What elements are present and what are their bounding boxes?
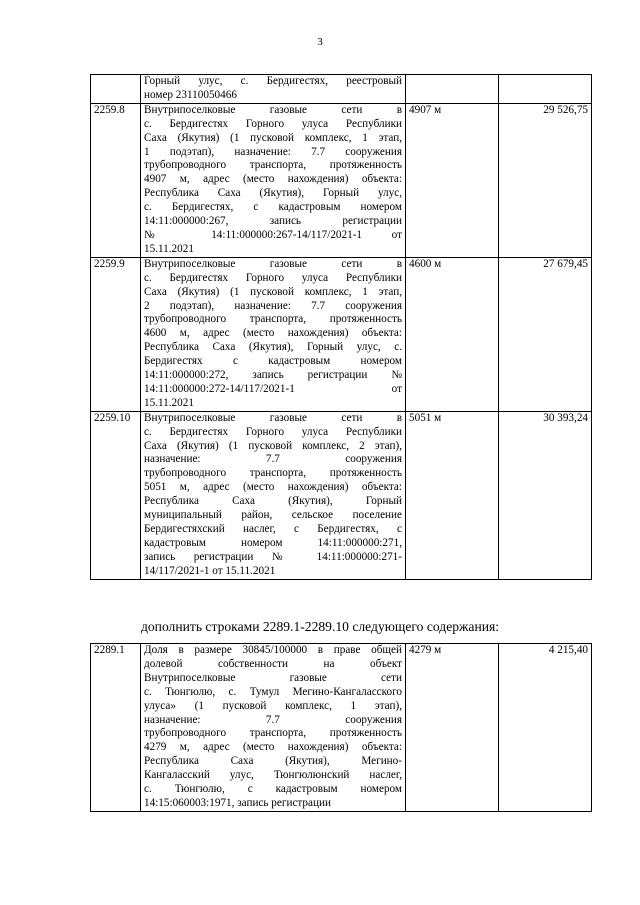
description-line: 14:15:060003:1971, запись регистрации	[144, 796, 331, 809]
row-number: 2259.9	[91, 257, 141, 411]
description-line: Саха (Якутия) (1 пусковой комплекс, 1 этап,	[144, 285, 402, 298]
row-number: 2289.1	[91, 644, 141, 812]
table-row	[91, 644, 592, 812]
description-line: долевой собственности на объект	[144, 657, 402, 670]
description-line: трубопроводного транспорта, протяженность	[144, 467, 402, 480]
description-line: 4279 м, адрес (место нахождения) объекта:	[144, 741, 402, 754]
description-line: 4907 м, адрес (место нахождения) объекта:	[144, 173, 402, 186]
description-line: муниципальный район, сельское поселение	[144, 509, 402, 522]
row-number: 2259.10	[91, 411, 141, 579]
description-line: трубопроводного транспорта, протяженность	[144, 313, 402, 326]
object-cost: 29 526,75	[499, 103, 592, 257]
object-length: 4279 м	[406, 644, 499, 812]
description-line: с. Бердигестях Горного улуса Республики	[144, 271, 402, 284]
object-cost: 27 679,45	[499, 257, 592, 411]
description-line: Бердигестяхский наслег, с Бердигестях, с	[144, 523, 402, 535]
description-line: 5051 м, адрес (место нахождения) объекта:	[144, 481, 402, 494]
description-line: 14/117/2021-1 от 15.11.2021	[144, 564, 276, 577]
object-cost: 4 215,40	[499, 644, 592, 812]
object-length: 4907 м	[406, 103, 499, 257]
object-description	[141, 644, 406, 812]
property-table-bottom	[90, 643, 592, 812]
object-cost: 30 393,24	[499, 411, 592, 579]
description-line: Горный улус, с. Бердигестях, реестровый	[144, 75, 402, 87]
description-line: улуса» (1 пусковой комплекс, 1 этап),	[144, 699, 402, 712]
object-description	[141, 257, 406, 411]
table-row	[91, 257, 592, 411]
description-line: Республика Саха (Якутия), Горный	[144, 495, 402, 508]
description-line: Кангаласский улус, Тюнгюлюнский наслег,	[144, 769, 402, 782]
description-line: 2 подэтап), назначение: 7.7 сооружения	[144, 299, 402, 312]
description-line: номер 23110050466	[144, 88, 237, 101]
page-number: 3	[317, 36, 323, 48]
row-number	[91, 75, 141, 104]
row-number: 2259.8	[91, 103, 141, 257]
description-line: назначение: 7.7 сооружения	[144, 453, 402, 466]
description-line: Саха (Якутия) (1 пусковой комплекс, 2 этап),	[144, 439, 402, 452]
description-line: Внутрипоселковые газовые сети	[144, 671, 402, 684]
description-line: кадастровым номером 14:11:000000:271,	[144, 536, 402, 549]
description-line: 4600 м, адрес (место нахождения) объекта:	[144, 327, 402, 340]
description-line: 14:11:000000:272-14/117/2021-1 от	[144, 382, 402, 395]
description-line: с. Бердигестях Горного улуса Республики	[144, 117, 402, 130]
description-line: 14:11:000000:267, запись регистрации	[144, 215, 402, 228]
object-length	[406, 75, 499, 104]
table-row	[91, 411, 592, 579]
description-line: Внутрипоселковые газовые сети в	[144, 411, 402, 424]
object-length: 4600 м	[406, 257, 499, 411]
description-line: Республика Саха (Якутия), Мегино-	[144, 755, 402, 768]
description-line: Доля в размере 30845/100000 в праве общей	[144, 644, 402, 656]
description-line: трубопроводного транспорта, протяженность	[144, 727, 402, 740]
object-description	[141, 75, 406, 104]
table-row	[91, 103, 592, 257]
description-line: 15.11.2021	[144, 396, 194, 409]
description-line: назначение: 7.7 сооружения	[144, 713, 402, 726]
property-table-top	[90, 74, 592, 580]
description-line: с. Тюнгюлю, с кадастровым номером	[144, 783, 402, 796]
description-line: Республика Саха (Якутия), Горный улус,	[144, 187, 402, 200]
object-length: 5051 м	[406, 411, 499, 579]
description-line: № 14:11:000000:267-14/117/2021-1 от	[144, 228, 402, 241]
description-line: Внутрипоселковые газовые сети в	[144, 257, 402, 270]
table-row	[91, 75, 592, 104]
description-line: с. Бердигестях, с кадастровым номером	[144, 201, 402, 214]
description-line: с. Тюнгюлю, с. Тумул Мегино-Кангаласского	[144, 685, 402, 698]
object-cost	[499, 75, 592, 104]
description-line: запись регистрации № 14:11:000000:271-	[144, 550, 402, 563]
description-line: Республика Саха (Якутия), Горный улус, с.	[144, 341, 402, 354]
description-line: 15.11.2021	[144, 242, 194, 255]
description-line: с. Бердигестях Горного улуса Республики	[144, 425, 402, 438]
description-line: трубопроводного транспорта, протяженность	[144, 159, 402, 172]
description-line: Внутрипоселковые газовые сети в	[144, 103, 402, 116]
description-line: 1 подэтап), назначение: 7.7 сооружения	[144, 145, 402, 158]
object-description	[141, 411, 406, 579]
object-description	[141, 103, 406, 257]
description-line: Саха (Якутия) (1 пусковой комплекс, 1 этап,	[144, 131, 402, 144]
description-line: Бердигестях с кадастровым номером	[144, 355, 402, 368]
description-line: 14:11:000000:272, запись регистрации №	[144, 369, 402, 382]
instruction-text: дополнить строками 2289.1-2289.10 следующего содержания:	[140, 619, 500, 634]
